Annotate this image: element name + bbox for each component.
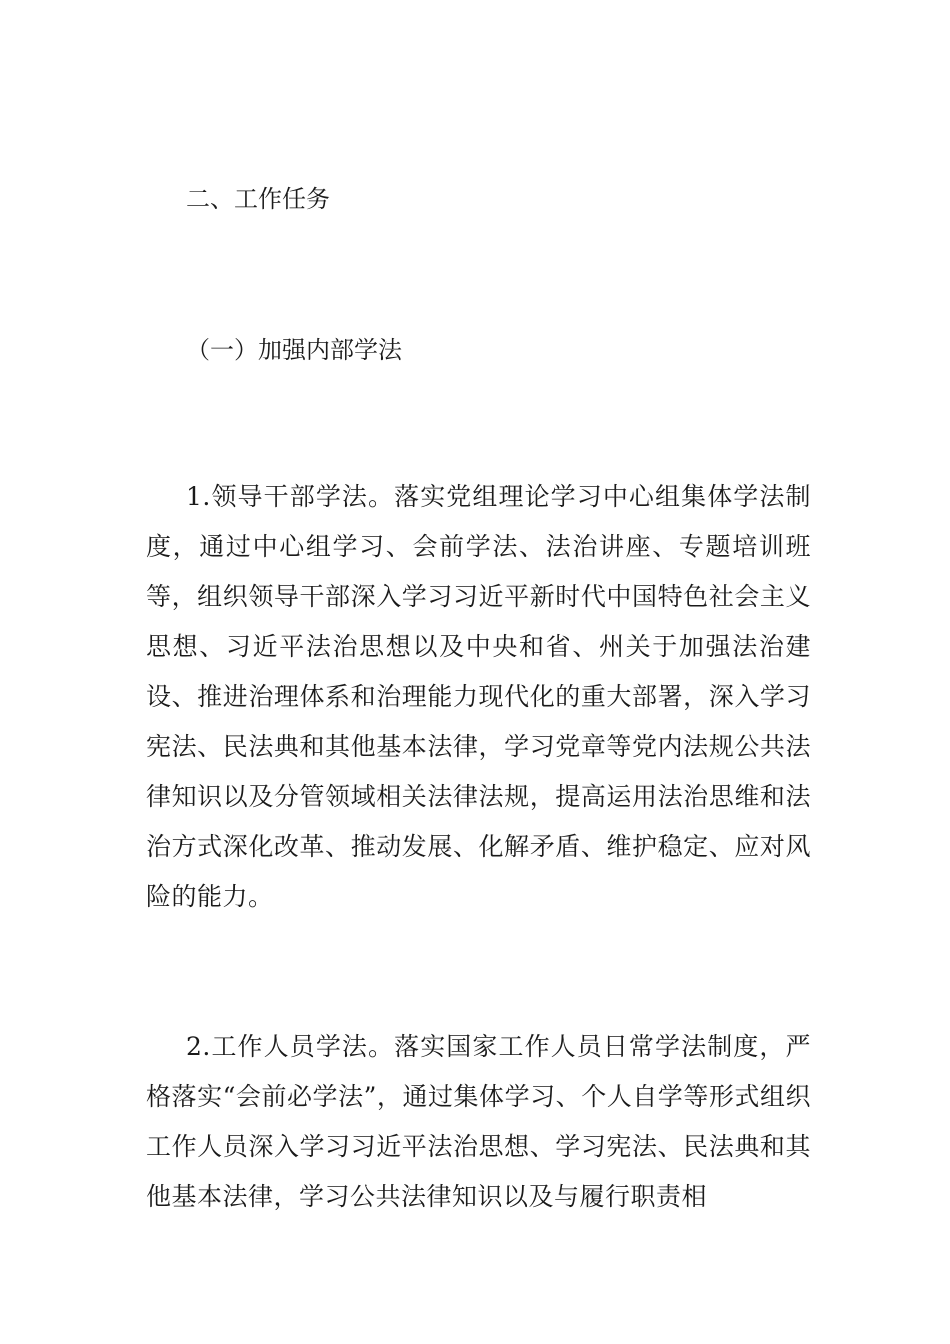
paragraph-leader-study: 1.领导干部学法。落实党组理论学习中心组集体学法制度，通过中心组学习、会前学法、法治讲座、专题培训班等，组织领导干部深入学习习近平新时代中国特色社会主义思想、习近平法治思想以及中央和省、州关于加强法治建设、推进治理体系和治理能力现代化的重大部署，深入学习宪法、民法典和其他基本法律，学习党章等党内法规公共法律知识以及分管领域相关法律法规，提高运用法治思维和法治方式深化改革、推动发展、化解矛盾、维护稳定、应对风险的能力。	[146, 482, 811, 911]
paragraph-staff-study: 2.工作人员学法。落实国家工作人员日常学法制度，严格落实“会前必学法”，通过集体学习、个人自学等形式组织工作人员深入学习习近平法治思想、学习宪法、民法典和其他基本法律，学习公共法律知识以及与履行职责相	[146, 1032, 811, 1211]
subsection-heading: （一）加强内部学法	[186, 336, 402, 364]
section-heading: 二、工作任务	[186, 185, 330, 213]
